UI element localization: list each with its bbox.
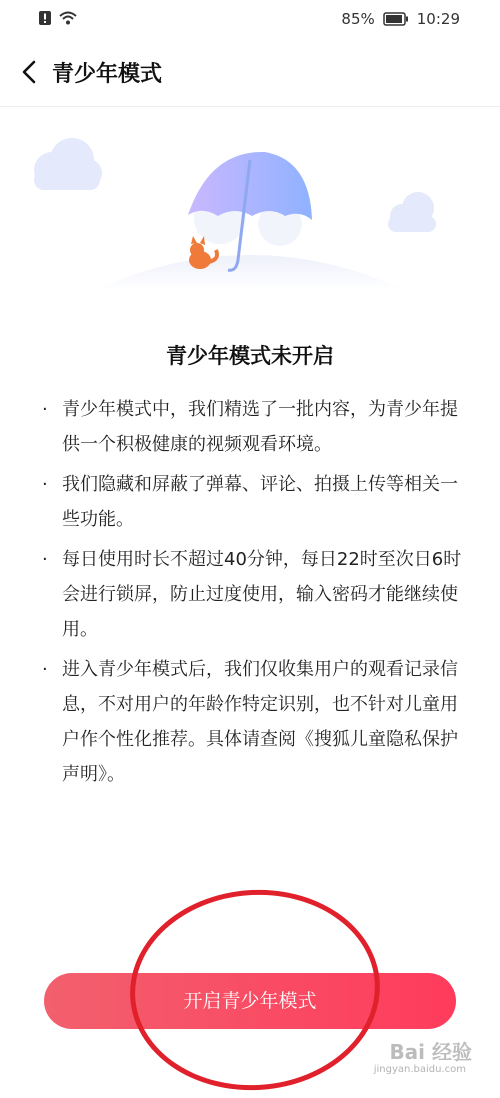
bullet-dot: · [42,549,48,570]
clock: 10:29 [416,10,460,28]
status-right [341,10,460,28]
chevron-left-icon [12,54,48,90]
status-bar [0,0,500,40]
sim-alert-icon [38,10,52,26]
bullet-text: 我们隐藏和屏蔽了弹幕、评论、拍摄上传等相关一些功能。 [62,474,458,530]
watermark-logo: Bai 经验 [389,1040,472,1064]
bullet-text: 青少年模式中，我们精选了一批内容，为青少年提供一个积极健康的视频观看环境。 [62,399,458,455]
ground-hill [95,255,405,290]
list-item [42,467,462,537]
bullet-text: 进入青少年模式后，我们仅收集用户的观看记录信息，不对用户的年龄作特定识别，也不针对儿童用户作个性化推荐。具体请查阅《搜狐儿童隐私保护声明》。 [62,659,458,785]
list-item [42,652,462,792]
cloud-right-icon [388,192,436,232]
list-item [42,542,462,647]
bullet-text: 每日使用时长不超过40分钟，每日22时至次日6时会进行锁屏，防止过度使用，输入密码才能继续使用。 [62,549,462,640]
page-title: 青少年模式 [52,62,163,87]
bullet-dot: · [42,474,48,495]
battery-icon [383,12,409,26]
watermark-url: jingyan.baidu.com [373,1064,466,1075]
status-heading: 青少年模式未开启 [166,344,334,368]
bullet-dot: · [42,659,48,680]
back-button[interactable] [12,54,48,90]
bullet-dot: · [42,399,48,420]
list-item [42,392,462,462]
umbrella-illustration [0,120,500,310]
battery-percent: 85% [341,10,375,28]
status-left [38,10,78,26]
wifi-icon [58,10,78,26]
cloud-left-icon [34,138,102,190]
info-list [42,392,462,797]
nav-bar [0,40,500,107]
enable-youth-mode-button[interactable]: 开启青少年模式 [44,973,456,1029]
